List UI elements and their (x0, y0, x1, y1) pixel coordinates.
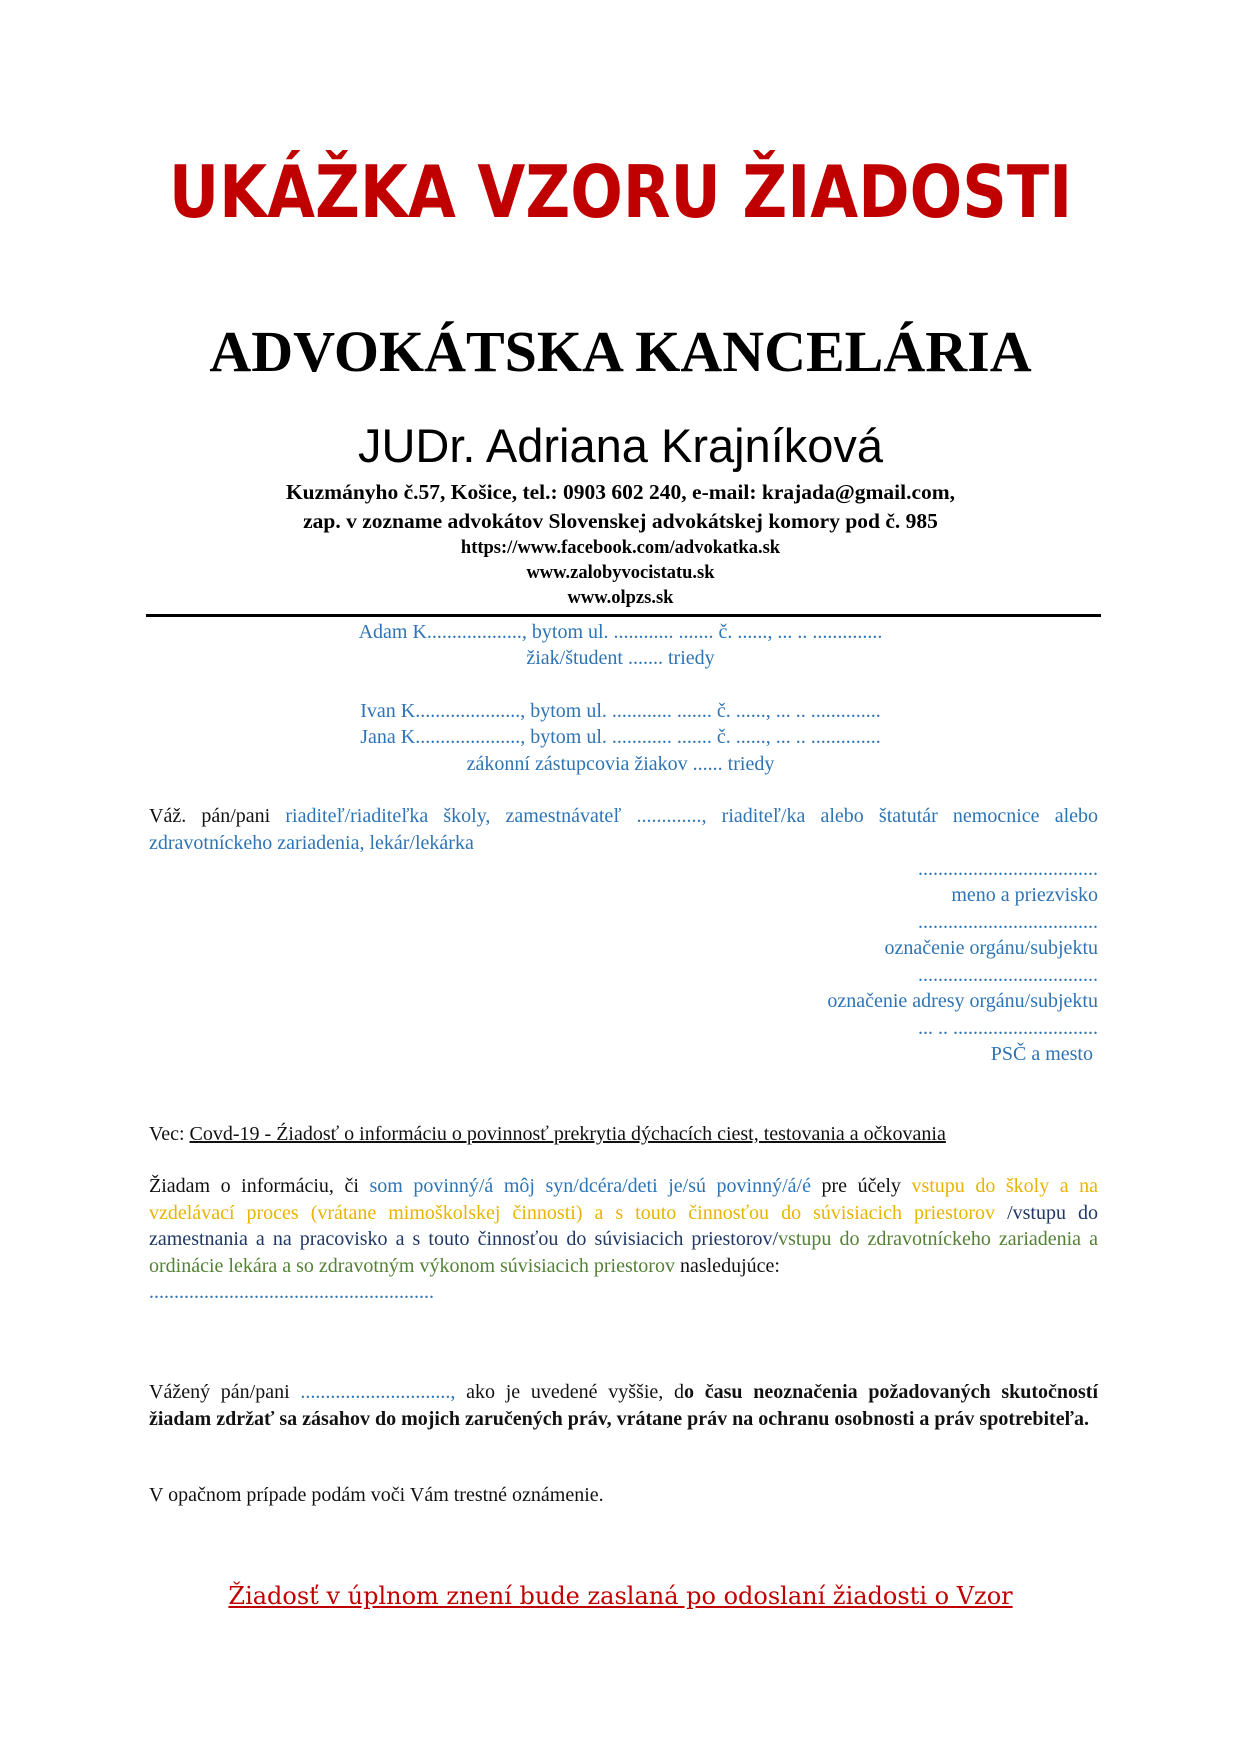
subject-text: Covd-19 - Źiadosť o informáciu o povinnosť prekrytia dýchacích ciest, testovania a očkovania (189, 1123, 946, 1145)
organ-dots: .................................... (918, 911, 1098, 933)
request-dots: ......................................................... (149, 1281, 434, 1303)
website-link-2[interactable]: www.olpzs.sk (567, 588, 674, 608)
firm-name: ADVOKÁTSKA KANCELÁRIA (209, 319, 1032, 384)
request-school: vstupu do školy a na vzdelávací proces (vrátane mimoškolskej činnosti) a s touto činnosťou do súvisiacich priestorov (149, 1175, 1099, 1224)
website-link-1[interactable]: www.zalobyvocistatu.sk (526, 563, 715, 583)
demand-salutation: Vážený pán/pani (149, 1381, 290, 1403)
lawyer-name: JUDr. Adriana Krajníková (357, 419, 884, 472)
facebook-link[interactable]: https://www.facebook.com/advokatka.sk (460, 538, 781, 558)
salutation-addressees: riaditeľ/riaditeľka školy, zamestnávateľ ............., riaditeľ/ka alebo štatutár nemocnice alebo zdravotníckeho zariadenia, lekár/lekárka (149, 805, 1099, 854)
full-request-note[interactable]: Žiadosť v úplnom znení bude zaslaná po odoslaní žiadosti o Vzor (228, 1582, 1013, 1610)
demand-dots: .............................., (300, 1381, 456, 1403)
subject-line (149, 1121, 946, 1147)
student-role-line: žiak/študent ....... triedy (526, 647, 715, 669)
bar-registration-line: zap. v zozname advokátov Slovenskej advokátskej komory pod č. 985 (303, 509, 938, 533)
name-dots: .................................... (918, 858, 1098, 880)
sample-watermark-title: UKÁŽKA VZORU ŽIADOSTI (168, 150, 1073, 234)
request-intro: Žiadam o informáciu, či (149, 1175, 359, 1197)
contact-address-line: Kuzmányho č.57, Košice, tel.: 0903 602 240, e-mail: krajada@gmail.com, (285, 480, 956, 504)
address-label: označenie adresy orgánu/subjektu (827, 990, 1098, 1012)
demand-paragraph (149, 1379, 1098, 1432)
request-health: vstupu do zdravotníckeho zariadenia a ordinácie lekára a so zdravotným výkonom súvisiacich priestorov (149, 1228, 1099, 1277)
parent-applicant-line-2: Jana K....................., bytom ul. ............ ....... č. ......, ... .. .............. (360, 726, 881, 748)
demand-reference: ako je uvedené vyššie, d (466, 1381, 684, 1403)
demand-bold-text: o času neoznačenia požadovaných skutočností žiadam zdržať sa zásahov do mojich zaručených práv, vrátane práv na ochranu osobnosti a práv spotrebiteľa. (149, 1381, 1099, 1430)
request-following: nasledujúce: (679, 1254, 780, 1277)
student-applicant-line: Adam K..................., bytom ul. ............ ....... č. ......, ... .. .............. (358, 621, 883, 643)
consequence-paragraph: V opačnom prípade podám voči Vám trestné oznámenie. (149, 1484, 604, 1506)
city-dots: ... .. ............................. (918, 1017, 1098, 1039)
parent-applicant-line-1: Ivan K....................., bytom ul. ............ ....... č. ......, ... .. .............. (360, 700, 881, 722)
request-work: /vstupu do zamestnania a na pracovisko a s touto činnosťou do súvisiacich priestorov/ (149, 1201, 1098, 1250)
header-divider (146, 614, 1101, 617)
city-label: PSČ a mesto (990, 1043, 1093, 1065)
addressee-salutation (149, 803, 1098, 856)
subject-prefix: Vec: (149, 1123, 185, 1145)
salutation-prefix: Váž. pán/pani (149, 805, 271, 827)
parents-role-line: zákonní zástupcovia žiakov ...... triedy (466, 753, 775, 775)
organ-label: označenie orgánu/subjektu (884, 937, 1098, 959)
name-label: meno a priezvisko (951, 884, 1098, 906)
address-dots: .................................... (918, 964, 1098, 986)
request-purpose: pre účely (821, 1175, 901, 1197)
request-paragraph (149, 1173, 1098, 1306)
request-obligated: som povinný/á môj syn/dcéra/deti je/sú povinný/á/é (369, 1175, 811, 1197)
